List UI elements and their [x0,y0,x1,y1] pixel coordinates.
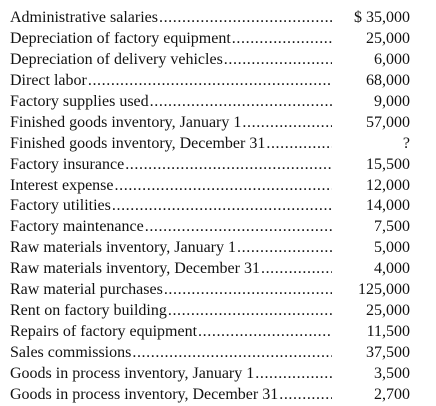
item-value: 14,000 [366,197,410,215]
list-item [0,134,436,155]
leader-dots [237,238,332,259]
leader-dots [132,343,332,364]
item-label: Factory supplies used [10,92,149,110]
item-label: Raw material purchases [10,281,163,299]
item-value: 7,500 [374,218,410,236]
list-item [0,113,436,134]
item-label: Rent on factory building [10,302,167,320]
item-label: Direct labor [10,71,87,89]
item-label: Goods in process inventory, December 31 [10,385,279,403]
leader-dots [224,50,332,71]
item-value: 2,700 [374,385,410,403]
item-value: 5,000 [374,239,410,257]
leader-dots [242,113,332,134]
leader-dots [255,364,332,385]
item-value: $ 35,000 [354,9,410,26]
list-item [0,364,436,385]
item-value: 25,000 [366,29,410,47]
list-item [0,217,436,238]
cost-items-list [0,8,436,406]
list-item [0,343,436,364]
list-item [0,259,436,280]
item-value: 11,500 [366,323,410,341]
item-label: Finished goods inventory, January 1 [10,113,242,131]
leader-dots [88,71,332,92]
item-value: 68,000 [366,71,410,89]
leader-dots [145,217,332,238]
item-label: Depreciation of factory equipment [10,29,231,47]
item-value: 12,000 [366,176,410,194]
list-item [0,71,436,92]
item-value: 25,000 [366,302,410,320]
list-item [0,322,436,343]
item-value: 3,500 [374,364,410,382]
leader-dots [164,280,332,301]
leader-dots [198,322,332,343]
item-label: Depreciation of delivery vehicles [10,50,223,68]
list-item [0,50,436,71]
item-value: 4,000 [374,260,410,278]
leader-dots [159,8,332,29]
list-item [0,29,436,50]
item-value: 57,000 [366,113,410,131]
leader-dots [279,385,332,406]
leader-dots [261,259,332,280]
leader-dots [150,92,332,113]
list-item [0,155,436,176]
item-value: 37,500 [366,344,410,361]
list-item [0,238,436,259]
leader-dots [232,29,332,50]
item-label: Goods in process inventory, January 1 [10,364,255,382]
item-label: Interest expense [10,176,114,194]
list-item [0,92,436,113]
item-label: Repairs of factory equipment [10,323,198,341]
item-value: 9,000 [374,92,410,110]
item-label: Administrative salaries [10,9,158,26]
leader-dots [112,196,332,217]
item-label: Factory maintenance [10,218,144,236]
list-item [0,385,436,406]
item-value: 15,500 [366,155,410,173]
item-label: Finished goods inventory, December 31 [10,134,266,152]
list-item [0,196,436,217]
item-value: 125,000 [358,281,410,299]
item-label: Raw materials inventory, December 31 [10,260,260,278]
list-item [0,280,436,301]
leader-dots [168,301,332,322]
item-label: Raw materials inventory, January 1 [10,239,237,257]
list-item [0,176,436,197]
leader-dots [115,176,332,197]
item-label: Factory utilities [10,197,111,215]
item-label: Sales commissions [10,344,132,361]
item-value: ? [402,134,410,152]
leader-dots [266,134,332,155]
item-value: 6,000 [374,50,410,68]
list-item [0,8,436,29]
leader-dots [125,155,332,176]
list-item [0,301,436,322]
item-label: Factory insurance [10,155,125,173]
